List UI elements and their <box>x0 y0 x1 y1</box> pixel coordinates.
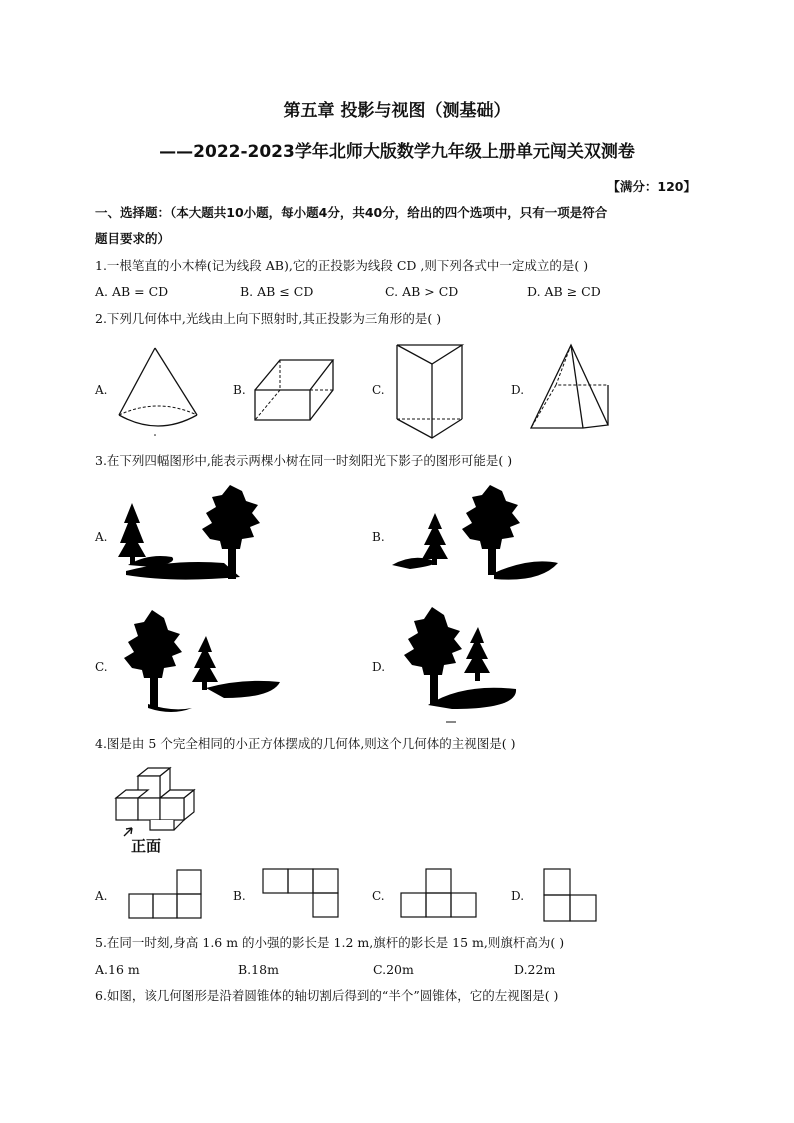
section-heading-line2: 题目要求的） <box>95 231 171 246</box>
question-3-label-d: D. <box>372 660 386 674</box>
trees-shadow-figure-c <box>112 608 282 718</box>
score-label: 【满分：120】 <box>607 179 696 194</box>
question-2-stem: 2.下列几何体中,光线由上向下照射时,其正投影为三角形的是( ) <box>95 311 442 326</box>
question-5-option-a: A.16 m <box>95 962 140 977</box>
cube-stack-figure <box>112 766 207 838</box>
question-3-label-c: C. <box>95 660 108 674</box>
question-3-label-a: A. <box>95 530 108 544</box>
triangular-prism-figure <box>392 342 467 442</box>
question-2-label-d: D. <box>511 383 525 397</box>
cuboid-figure <box>252 356 337 426</box>
question-3-label-b: B. <box>372 530 385 544</box>
cone-figure <box>115 345 205 440</box>
front-view-option-c <box>400 867 478 919</box>
front-view-option-b <box>262 867 340 919</box>
question-2-label-a: A. <box>95 383 108 397</box>
section-heading-line1: 一、选择题：（本大题共10小题，每小题4分，共40分，给出的四个选项中，只有一项是符合 <box>95 205 608 220</box>
question-1-option-a: A. AB = CD <box>95 284 169 299</box>
page-title: 第五章 投影与视图（测基础） <box>283 101 511 121</box>
question-2-label-b: B. <box>233 383 246 397</box>
question-4-stem: 4.图是由 5 个完全相同的小正方体摆成的几何体,则这个几何体的主视图是( ) <box>95 736 516 751</box>
trees-shadow-figure-b <box>390 483 560 583</box>
question-4-label-b: B. <box>233 889 246 903</box>
question-1-option-c: C. AB > CD <box>385 284 459 299</box>
question-4-label-a: A. <box>95 889 108 903</box>
question-1-option-b: B. AB ≤ CD <box>240 284 314 299</box>
trees-shadow-figure-a <box>112 483 277 583</box>
question-1-stem: 1.一根笔直的小木棒(记为线段 AB),它的正投影为线段 CD ,则下列各式中一定成立的是( ) <box>95 258 589 273</box>
question-6-stem: 6.如图，该几何图形是沿着圆锥体的轴切割后得到的“半个”圆锥体，它的左视图是( ) <box>95 988 559 1003</box>
pyramid-figure <box>528 343 613 433</box>
trees-shadow-figure-d <box>392 605 532 725</box>
question-2-label-c: C. <box>372 383 385 397</box>
question-5-option-d: D.22m <box>514 962 556 977</box>
question-4-label-c: C. <box>372 889 385 903</box>
question-1-option-d: D. AB ≥ CD <box>527 284 601 299</box>
front-view-label: 正面 <box>131 837 162 855</box>
question-4-label-d: D. <box>511 889 525 903</box>
question-5-option-b: B.18m <box>238 962 279 977</box>
front-view-option-a <box>128 868 204 920</box>
question-3-stem: 3.在下列四幅图形中,能表示两棵小树在同一时刻阳光下影子的图形可能是( ) <box>95 453 513 468</box>
front-view-option-d <box>543 867 599 923</box>
page-subtitle: ——2022-2023学年北师大版数学九年级上册单元闯关双测卷 <box>159 142 635 162</box>
question-5-stem: 5.在同一时刻,身高 1.6 m 的小强的影长是 1.2 m,旗杆的影长是 15 m,则旗杆高为( ) <box>95 935 565 950</box>
question-5-option-c: C.20m <box>373 962 414 977</box>
